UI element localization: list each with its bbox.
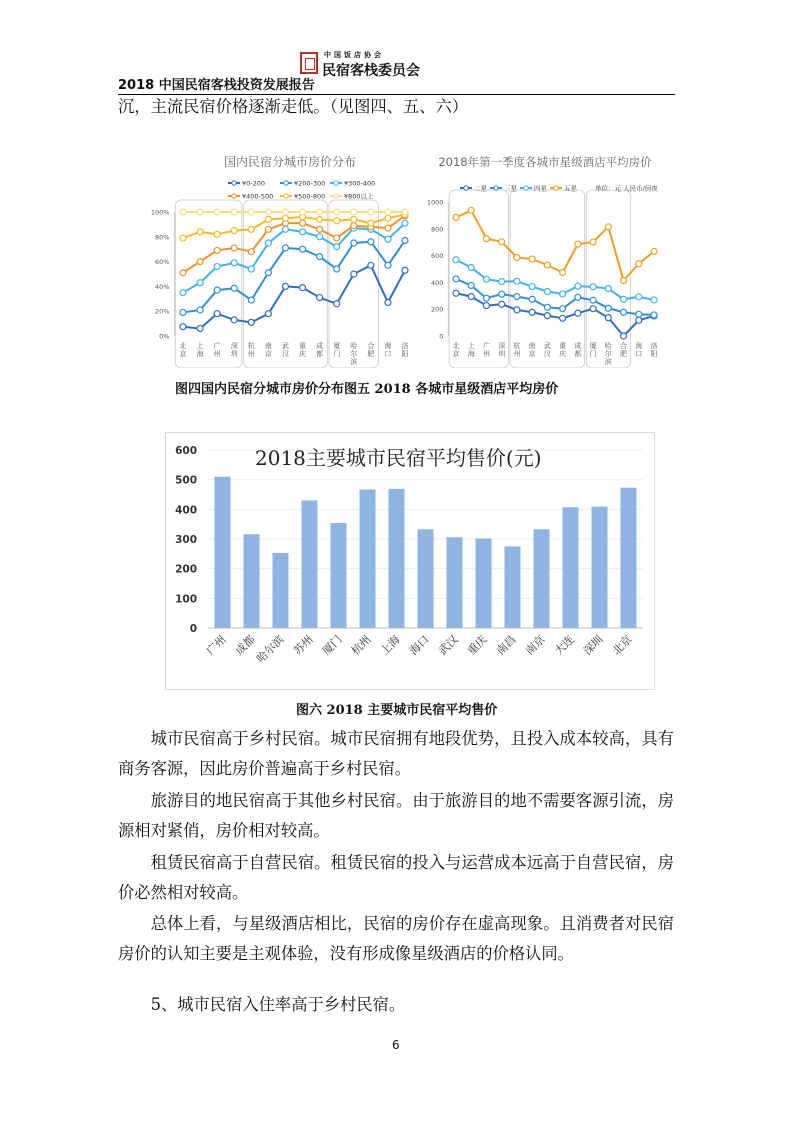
data-point	[575, 283, 581, 289]
x-tick-label: 广州	[482, 342, 490, 358]
x-tick-label: 杭州	[513, 342, 521, 358]
figure6-caption: 图六 2018 主要城市民宿平均售价	[296, 703, 498, 718]
data-point	[453, 214, 459, 220]
y-tick-label: 600	[430, 252, 444, 261]
x-tick-label: 合肥	[620, 342, 628, 358]
data-point	[368, 239, 374, 245]
data-point	[282, 283, 288, 289]
data-point	[621, 333, 627, 339]
data-point	[575, 310, 581, 316]
data-point	[197, 209, 203, 215]
series-line-五星	[456, 210, 654, 280]
y-tick-label: 800	[430, 225, 444, 234]
data-point	[402, 209, 408, 215]
paragraph-4: 总体上看，与星级酒店相比，民宿的房价存在虚高现象。且消费者对民宿房价的认知主要是主观体验，没有形成像星级酒店的价格认同。	[118, 914, 674, 963]
data-point	[605, 315, 611, 321]
data-point	[402, 220, 408, 226]
legend-label: ¥800以上	[344, 192, 374, 201]
data-point	[483, 276, 489, 282]
x-tick-label: 成都	[232, 632, 258, 658]
data-point	[265, 270, 271, 276]
y-tick-label: 0%	[159, 332, 170, 341]
x-tick-label: 厦门	[333, 342, 341, 358]
y-tick-label: 40%	[155, 282, 170, 291]
x-tick-label: 海口	[406, 632, 432, 658]
data-point	[351, 216, 357, 222]
x-tick-label: 上海	[196, 342, 204, 358]
data-point	[265, 226, 271, 232]
x-tick-label: 深圳	[230, 342, 238, 358]
data-point	[468, 294, 474, 300]
association-logo	[300, 50, 420, 88]
data-point	[651, 248, 657, 254]
x-tick-label: 大连	[551, 632, 577, 658]
data-point	[468, 282, 474, 288]
data-point	[334, 218, 340, 224]
series-line-¥0-200	[183, 265, 405, 328]
data-point	[621, 296, 627, 302]
data-point	[636, 317, 642, 323]
data-point	[590, 306, 596, 312]
data-point	[197, 307, 203, 313]
bar-上海	[389, 489, 405, 628]
data-point	[197, 280, 203, 286]
data-point	[231, 245, 237, 251]
x-tick-label: 北京	[452, 342, 460, 358]
data-point	[636, 261, 642, 267]
data-point	[385, 236, 391, 242]
data-point	[385, 262, 391, 268]
data-point	[180, 270, 186, 276]
data-point	[544, 289, 550, 295]
data-point	[560, 315, 566, 321]
bar-苏州	[302, 500, 318, 628]
paragraph-2: 旅游目的地民宿高于其他乡村民宿。由于旅游目的地不需要客源引流，房源相对紧俏，房价相对较高。	[118, 791, 674, 840]
data-point	[231, 228, 237, 234]
legend-marker	[334, 181, 338, 185]
data-point	[214, 264, 220, 270]
y-tick-label: 80%	[155, 233, 170, 242]
data-point	[575, 294, 581, 300]
legend-marker	[334, 194, 338, 198]
y-tick-label: 200	[430, 305, 444, 314]
y-tick-label: 0	[439, 332, 444, 341]
data-point	[544, 262, 550, 268]
bar-南昌	[505, 546, 521, 628]
legend-label: 五星	[564, 184, 577, 193]
legend-label: 三星	[504, 184, 517, 193]
y-tick-label: 0	[189, 623, 197, 635]
data-point	[317, 254, 323, 260]
data-point	[300, 285, 306, 291]
x-tick-label: 厦门	[319, 632, 345, 658]
data-point	[351, 223, 357, 229]
y-tick-label: 500	[175, 474, 197, 487]
x-tick-label: 武汉	[543, 342, 551, 358]
data-point	[265, 209, 271, 215]
legend-label: ¥500-800	[294, 192, 326, 201]
data-point	[334, 235, 340, 241]
x-tick-label: 上海	[467, 342, 475, 358]
x-tick-label: 海口	[384, 342, 392, 358]
data-point	[651, 297, 657, 303]
x-tick-label: 杭州	[348, 632, 374, 658]
y-tick-label: 60%	[155, 258, 170, 267]
data-point	[636, 294, 642, 300]
x-tick-label: 苏州	[290, 632, 316, 658]
data-point	[385, 209, 391, 215]
data-point	[282, 215, 288, 221]
data-point	[300, 229, 306, 235]
data-point	[453, 290, 459, 296]
data-point	[483, 303, 489, 309]
data-point	[590, 284, 596, 290]
data-point	[282, 226, 288, 232]
bar-杭州	[360, 489, 376, 628]
data-point	[231, 285, 237, 291]
x-tick-label: 北京	[179, 342, 187, 358]
legend-marker	[494, 186, 498, 190]
x-tick-label: 哈尔滨	[254, 632, 287, 666]
y-tick-label: 400	[175, 504, 197, 517]
data-point	[197, 326, 203, 332]
data-point	[402, 267, 408, 273]
data-point	[560, 269, 566, 275]
data-point	[651, 312, 657, 318]
x-tick-label: 重庆	[559, 342, 567, 358]
data-point	[248, 266, 254, 272]
page-number: 6	[392, 1038, 400, 1052]
data-point	[214, 287, 220, 293]
legend-label: ¥300-400	[344, 179, 376, 188]
data-point	[180, 290, 186, 296]
data-point	[248, 226, 254, 232]
data-point	[499, 279, 505, 285]
x-tick-label: 南京	[264, 342, 272, 358]
data-point	[499, 301, 505, 307]
x-tick-label: 深圳	[580, 632, 606, 658]
x-tick-label: 合肥	[367, 342, 375, 358]
chart-title: 国内民宿分城市房价分布	[223, 155, 357, 169]
x-tick-label: 南京	[528, 342, 536, 358]
data-point	[248, 297, 254, 303]
data-point	[514, 294, 520, 300]
legend-label: 四星	[534, 184, 547, 193]
paragraph-1: 城市民宿高于乡村民宿。城市民宿拥有地段优势，且投入成本较高，具有商务客源，因此房价普遍高于乡村民宿。	[118, 729, 674, 778]
y-tick-label: 200	[175, 563, 197, 576]
x-tick-label: 北京	[609, 632, 635, 658]
data-point	[499, 239, 505, 245]
data-point	[231, 317, 237, 323]
legend-label: ¥200-300	[294, 179, 326, 188]
legend-label: ¥400-500	[242, 192, 274, 201]
data-point	[351, 240, 357, 246]
data-point	[231, 209, 237, 215]
data-point	[300, 246, 306, 252]
logo-small-text: 中国饭店协会	[324, 50, 384, 59]
data-point	[351, 271, 357, 277]
data-point	[453, 257, 459, 263]
section-heading: 5、城市民宿入住率高于乡村民宿。	[150, 995, 406, 1014]
data-point	[300, 209, 306, 215]
data-point	[351, 209, 357, 215]
legend-marker	[284, 181, 288, 185]
legend-marker	[284, 194, 288, 198]
y-tick-label: 100%	[150, 208, 170, 217]
y-tick-label: 300	[175, 534, 197, 546]
data-point	[636, 311, 642, 317]
data-point	[605, 305, 611, 311]
y-tick-label: 600	[175, 445, 197, 457]
data-point	[180, 324, 186, 330]
chart-city-homestay-avg-price	[165, 432, 655, 690]
data-point	[590, 297, 596, 303]
data-point	[317, 216, 323, 222]
bar-海口	[418, 529, 434, 628]
data-point	[197, 259, 203, 265]
figure45-caption: 图四国内民宿分城市房价分布图五 2018 各城市星级酒店平均房价	[175, 382, 559, 397]
data-point	[334, 244, 340, 250]
y-tick-label: 100	[175, 593, 197, 606]
data-point	[483, 236, 489, 242]
legend-marker	[464, 186, 468, 190]
data-point	[265, 240, 271, 246]
data-point	[453, 276, 459, 282]
chart-homestay-price-distribution	[150, 150, 415, 368]
data-point	[231, 260, 237, 266]
data-point	[248, 319, 254, 325]
bar-武汉	[447, 537, 463, 628]
data-point	[214, 247, 220, 253]
data-point	[544, 304, 550, 310]
x-tick-label: 海口	[635, 342, 643, 358]
data-point	[265, 216, 271, 222]
data-point	[265, 311, 271, 317]
paragraph-3: 租赁民宿高于自营民宿。租赁民宿的投入与运营成本远高于自营民宿，房价必然相对较高。	[118, 853, 674, 902]
x-tick-label: 哈尔滨	[604, 342, 612, 366]
data-point	[621, 278, 627, 284]
x-tick-label: 厦门	[589, 342, 597, 358]
bar-北京	[621, 488, 637, 628]
data-point	[468, 207, 474, 213]
data-point	[385, 215, 391, 221]
data-point	[368, 262, 374, 268]
legend-marker	[554, 186, 558, 190]
unit-label: 单位：元 人民币/间夜	[595, 184, 658, 193]
legend-marker	[232, 181, 236, 185]
y-tick-label: 400	[430, 278, 444, 287]
data-point	[514, 307, 520, 313]
report-header-title: 2018 中国民宿客栈投资发展报告	[118, 78, 315, 93]
data-point	[214, 209, 220, 215]
data-point	[300, 220, 306, 226]
data-point	[334, 209, 340, 215]
x-tick-label: 成都	[316, 342, 324, 358]
bar-重庆	[476, 538, 492, 628]
bar-哈尔滨	[273, 553, 289, 628]
data-point	[529, 296, 535, 302]
logo-emblem-icon	[300, 52, 318, 74]
chart-title: 2018主要城市民宿平均售价(元)	[255, 446, 542, 470]
data-point	[317, 295, 323, 301]
bar-南京	[534, 529, 550, 628]
legend-label: 二星	[474, 184, 487, 193]
x-tick-label: 武汉	[435, 632, 461, 658]
data-point	[621, 309, 627, 315]
data-point	[180, 309, 186, 315]
x-tick-label: 重庆	[299, 342, 307, 358]
data-point	[214, 231, 220, 237]
logo-big-text: 民宿客栈委员会	[322, 63, 420, 79]
data-point	[529, 284, 535, 290]
data-point	[402, 238, 408, 244]
data-point	[282, 209, 288, 215]
x-tick-label: 洛阳	[650, 342, 658, 358]
data-point	[317, 209, 323, 215]
data-point	[575, 241, 581, 247]
data-point	[334, 301, 340, 307]
data-point	[529, 256, 535, 262]
data-point	[529, 309, 535, 315]
data-point	[514, 278, 520, 284]
data-point	[317, 226, 323, 232]
data-point	[468, 265, 474, 271]
data-point	[282, 245, 288, 251]
bar-大连	[563, 507, 579, 628]
data-point	[560, 306, 566, 312]
data-point	[197, 229, 203, 235]
y-tick-label: 20%	[155, 307, 170, 316]
x-tick-label: 广州	[203, 632, 229, 658]
data-point	[248, 249, 254, 255]
x-tick-label: 南京	[522, 632, 548, 658]
data-point	[180, 235, 186, 241]
x-tick-label: 成都	[574, 342, 582, 358]
x-tick-label: 南昌	[493, 632, 519, 658]
x-tick-label: 广州	[213, 342, 221, 358]
x-tick-label: 哈尔滨	[350, 342, 358, 366]
data-point	[385, 225, 391, 231]
data-point	[180, 209, 186, 215]
data-point	[514, 254, 520, 260]
x-tick-label: 杭州	[247, 342, 255, 358]
data-point	[385, 300, 391, 306]
data-point	[248, 209, 254, 215]
chart-hotel-star-prices	[415, 150, 677, 368]
bar-成都	[244, 534, 260, 628]
data-point	[499, 291, 505, 297]
x-tick-label: 深圳	[498, 342, 506, 358]
chart-title: 2018年第一季度各城市星级酒店平均房价	[438, 155, 652, 169]
data-point	[544, 313, 550, 319]
x-tick-label: 上海	[377, 632, 403, 658]
bar-深圳	[592, 507, 608, 628]
data-point	[590, 239, 596, 245]
bar-广州	[215, 477, 231, 628]
data-point	[605, 224, 611, 230]
intro-line: 沉，主流民宿价格逐渐走低。（见图四、五、六）	[118, 97, 469, 116]
legend-marker	[524, 186, 528, 190]
bar-厦门	[331, 523, 347, 628]
data-point	[317, 234, 323, 240]
data-point	[368, 209, 374, 215]
data-point	[605, 286, 611, 292]
y-tick-label: 1000	[426, 198, 444, 207]
data-point	[560, 291, 566, 297]
data-point	[334, 266, 340, 272]
x-tick-label: 洛阳	[401, 342, 409, 358]
legend-label: ¥0-200	[242, 179, 266, 188]
data-point	[483, 295, 489, 301]
x-tick-label: 重庆	[464, 632, 490, 658]
x-tick-label: 武汉	[281, 342, 289, 358]
data-point	[214, 311, 220, 317]
legend-marker	[232, 194, 236, 198]
data-point	[368, 220, 374, 226]
